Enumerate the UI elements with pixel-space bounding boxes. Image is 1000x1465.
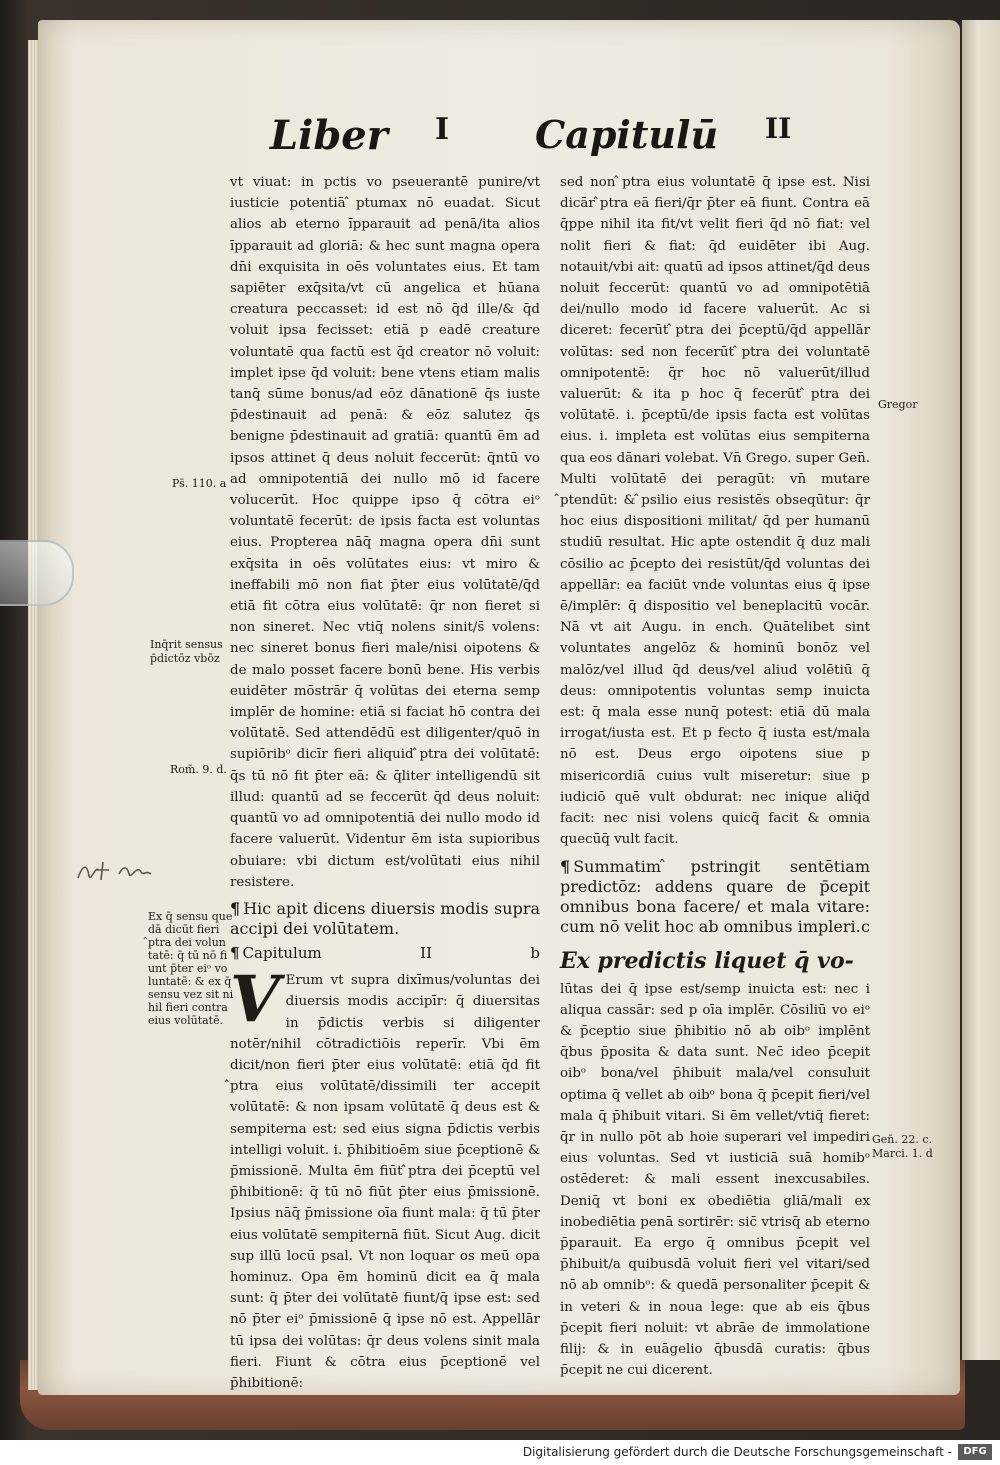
margin-note-inqrit-1: Inq̄rit sensus	[150, 638, 223, 651]
header-liber: Liber	[270, 112, 388, 159]
pilcrow-icon: ¶	[230, 943, 240, 962]
header-liber-number: I	[435, 112, 450, 147]
left-capitulum-number: II	[420, 943, 432, 962]
margin-note-gregor: Gregor	[878, 398, 918, 411]
handwritten-annotation	[75, 856, 155, 892]
right-text-column	[560, 172, 870, 1384]
footer-text: Digitalisierung gefördert durch die Deutsche Forschungsgemeinschaft -	[522, 1445, 952, 1459]
facing-page-edge	[962, 20, 1000, 1360]
right-rubric-letter: c	[861, 916, 870, 936]
margin-note-block: Ex q̄ sensu que dā dicūt fieri ̂ptra dei volun tatē: q̄ tū nō fi unt p̄ter eiᵒ vo luntatē: & ex q̄ sensu vez sit ni hil fieri contra eius volūtatē.	[148, 910, 234, 1027]
header-capitulum: Capitulū	[535, 112, 719, 157]
handwriting-scribble-icon	[75, 856, 155, 886]
right-paragraph-2: lūtas dei q̄ ipse est/semp inuicta est: nec i aliqua cassār: sed p oīa implēr. Cōsiliū vo eiᵒ & p̄ceptio siue p̄hibitio nō ab oibᵒ implēnt q̄bus p̄posita & data sunt. Nec̄ ideo p̄cepit oibᵒ bona/vel p̄hibuit mala/vel consuluit optima q̄ vellet ab oibᵒ bona q̄ p̄cepit fieri/vel mala q̄ p̄hibuit vitari. Si ēm vellet/vtiq̄ fieret: q̄r in nullo pōt ab hoie superari vel impediri eius voluntas. Sed vt iusticiā suā homibᵒ ostēderet: & mali essent inexcusabiles. Deniq̄ vt boni ex obediētia gliā/mali ex inobediētia penā sortirēr: sic̄ vtrisq̄ ab eterno p̄parauit. Ea ergo q̄ omnibus p̄cepit vel p̄hibuit/a quibusdā voluit fieri vel vitari/sed nō ab omnibᵒ: & quedā personaliter p̄cepit & in veteri & in noua lege: que ab eis q̄bus p̄cepit fieri noluit: vt abrāe de immolatione filij: & in euāgelio q̄busdā curatis: q̄bus p̄cepit ne cui dicerent.	[560, 981, 870, 1379]
left-paragraph-1: vt viuat: in pctis vo pseuerantē punire/vt iusticie potentiā ̂ptumax nō euadat. Sicut alios ab eterno ı̄pparauit ad penā/ita alios ı̄pparauit ad gloriā: & hec sunt magna opera dn̄i exquisita in oēs voluntates eius. Et tam sapiēter exq̄sita/vt cū angelica et hūana creatura peccasset: id est nō q̄d ille/& q̄d voluit ipsa fecisset: etiā p eadē creature voluntatē qua factū est q̄d creator nō voluit: implet ipse q̄d voluit: bene vtens etiam malis tanq̄ sūme bonus/ad eōz dānationē q̄s iuste p̄destinauit ad penā: & eōz salutez q̄s benigne p̄destinauit ad gratiā: quantū ēm ad ipsos attinet q̄ deus noluit feccerūt: q̄ntū vo ad omnipotentiā dei nullo mō id facere volucerūt. Hoc quippe ipso q̄ cōtra eiᵒ voluntatē fecerūt: de ipsis facta est voluntas eius. Propterea nāq̄ magna opera dn̄i sunt exq̄sita in oēs volūtates eius: vt miro & ineffabili mō non fiat p̄ter eius volūtatē/q̄d etiā fit cōtra eius volūtatē: q̄r non fieret si non sineret. Nec vtiq̄ nolens sinit/s̄ volens: nec sineret bonus fieri male/nisi oipotens & de malo posset facere bonū bene. His verbis euidēter mōstrār q̄ volūtas dei eterna semp implēr de homine: etiā si faciat hō contra dei volūtatē. Sed attendēdū est diligenter/quō in supiōribᵒ dicīr fieri aliquid ̂ptra dei volūtatē: q̄s tū nō fit p̄ter eā: & q̄liter intelligendū sit illud: quantū ad se feccerūt q̄d deus noluit: quantū vo ad omnipotentiā dei nullo modo id facere valuerūt. Videntur ēm ista supioribus obuiare: vbi dictum est/volūtati eius nihil resistere.	[230, 175, 540, 890]
right-opening-line: Ex predictis liquet q̄ vo-	[560, 947, 854, 974]
digitization-footer	[0, 1440, 1000, 1465]
dfg-logo: DFG	[958, 1444, 992, 1460]
pilcrow-icon: ¶	[230, 898, 241, 918]
right-paragraph-1: sed non ̂ptra eius voluntatē q̄ ipse est. Nisi dicār ̂ptra eā fieri/q̄r p̄ter eā fiunt. Contra eā q̄ppe nihil ita fit/vt velit fieri q̄d nō fiat: vel nolit fieri & fiat: q̄d euidēter ibi Aug. notauit/vbi ait: quatū ad ipsos attinet/q̄d deus noluit feccerūt: quantū vo ad omnipotētiā dei/nullo modo id facere valuerūt. Ac si diceret: fecerūt ̂ptra dei p̄ceptū/q̄d appellār volūtas: sed non fecerūt ̂ptra dei voluntatē omnipotentē: q̄r hoc nō valuerūt/illud valuerūt: & ita p hoc q̄ fecerūt ̂ptra dei volūtatē. i. p̄ceptū/de ipsis facta est volūtas eius. i. impleta est volūtas eius sempiterna qua eos dānari volebat. Vn̄ Grego. super Gen̄. Multi volūtatē dei peragūt: vn̄ mutare ̂ptendūt: & ̂psilio eius resistēs obseqūtur: q̄r hoc eius dispositioni militat/ q̄d per humanū studiū resultat. Hic apte ostendit q̄ duz mali cōsilio ac p̄cepto dei resistūt/q̄d voluntas dei appellār: ea faciūt vnde voluntas eius q̄ ipse ē/implēr: q̄ dispositio vel beneplacitū vocār. Nā vt ait Augu. in ench. Quātelibet sint voluntates angelōz & hominū bonōz vel malōz/vel illud q̄d deus/vel aliud volētiū q̄ deus: omnipotentis voluntas semp inuicta est: q̄ mala esse nunq̄ potest: etiā dū mala irrogat/iusta est. Et p fecto q̄ iusta est/mala nō est. Deus ergo oipotens siue p misericordiā cuius vult miseretur: siue p iudiciō quē vult obdurat: nec inique aliq̄d facit: nec nisi volens quicq̄ facit & omnia quecūq̄ vult facit.	[560, 175, 870, 848]
margin-note-gen-2: Marci. 1. d	[872, 1147, 933, 1160]
margin-note-gen-1: Gen̄. 22. c.	[872, 1133, 933, 1146]
left-paragraph-2: V Erum vt supra dixīmus/voluntas dei diuersis modis accipīr: q̄ diuersitas in p̄dictis verbis si diligenter notēr/nihil cōtradictiōis reperīr. Vbi ēm dicit/non fieri p̄ter eius volūtatē: etiā q̄d fit ̂ptra eius volūtatē/dissimili ter accepit volūtatē: & non ipsam volūtatē q̄ deus est & sempiterna est: sed eius signa p̄dictis verbis intelligi voluit. i. p̄hibitioēm siue p̄ceptionē & p̄missionē. Multa ēm fiūt ̂ptra dei p̄ceptū vel p̄hibitionē: q̄ tū nō fiūt p̄ter eius p̄missionē. Ipsius nāq̄ p̄missione oīa fiunt mala: q̄ tū p̄ter eius volūtatē sempiternā fiūt. Sicut Aug. dicit sup illū locū psal. Vt non loquar os meū opa hominuz. Opa ēm hominū dicit ea q̄ mala sunt: q̄ p̄ter dei volūtatē fiunt/q̄ ipse est: sed nō p̄ter eiᵒ p̄missionē q̄ ipse nō est. Appellār tū ipsa dei volūtas: q̄r deus volens sinit mala fieri. Fiunt & cōtra eius p̄ceptionē vel p̄hibitionē:	[230, 962, 540, 1391]
left-text-column	[230, 172, 540, 1397]
right-rubric: ¶ Summatim ̂pstringit sentētiam predictōz: addens quare de p̄cepit omnibus bona facere/ et mala vitare: cum nō velit hoc ab omnibus impleri. c	[560, 856, 870, 936]
margin-note-ps: Ps̄. 110. a	[172, 477, 227, 490]
header-capitulum-number: II	[765, 112, 792, 145]
decorated-initial: V	[230, 962, 280, 1038]
margin-note-rom: Rom̄. 9. d.	[170, 763, 227, 776]
page-clip	[0, 540, 74, 606]
left-rubric: ¶ Hic apit dicens diuersis modis supra accipi dei volūtatem.	[230, 898, 540, 938]
left-capitulum-letter: b	[530, 943, 540, 962]
pilcrow-icon: ¶	[560, 856, 571, 876]
running-header	[230, 112, 830, 168]
left-capitulum-label: ¶ Capitulum	[230, 943, 322, 962]
left-capitulum-line	[230, 943, 540, 964]
margin-note-inqrit-2: p̄dictōz vbōz	[150, 652, 220, 665]
